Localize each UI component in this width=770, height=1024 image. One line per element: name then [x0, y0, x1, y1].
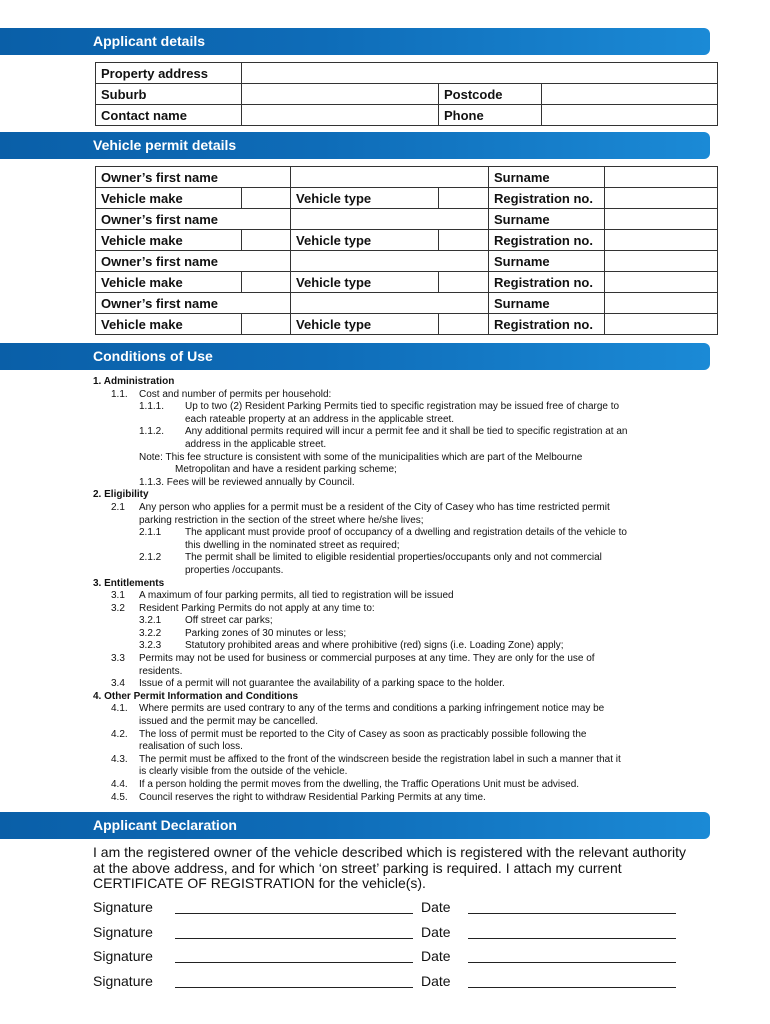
condition-text: 1. Administration [93, 376, 175, 387]
condition-number: 3.1 [111, 590, 125, 602]
registration-no-field[interactable] [605, 314, 718, 335]
condition-line [93, 678, 713, 691]
signature-line[interactable] [175, 987, 413, 988]
condition-line [93, 640, 713, 653]
condition-line [93, 703, 713, 716]
vehicle-make-label: Vehicle make [96, 272, 242, 293]
surname-field[interactable] [605, 209, 718, 230]
condition-text: A maximum of four parking permits, all tied to registration will be issued [139, 590, 454, 602]
contact-name-field[interactable] [242, 105, 439, 126]
condition-text: issued and the permit may be cancelled. [139, 716, 318, 728]
condition-text: properties /occupants. [185, 564, 284, 576]
vehicle-row [96, 188, 718, 209]
surname-label: Surname [489, 167, 605, 188]
condition-line [93, 565, 713, 578]
vehicle-permit-table [95, 166, 718, 335]
condition-text: Resident Parking Permits do not apply at any time to: [139, 602, 375, 614]
condition-number: 4.4. [111, 779, 128, 790]
signature-row [93, 948, 693, 968]
condition-line [93, 741, 713, 754]
vehicle-make-label: Vehicle make [96, 230, 242, 251]
surname-label: Surname [489, 251, 605, 272]
owner-first-name-label: Owner’s first name [96, 209, 291, 230]
phone-label: Phone [439, 105, 542, 126]
signature-label: Signature [93, 973, 153, 989]
signature-label: Signature [93, 948, 153, 964]
condition-number: 2.1.2 [139, 552, 162, 564]
registration-no-field[interactable] [605, 272, 718, 293]
vehicle-type-label: Vehicle type [291, 230, 439, 251]
postcode-field[interactable] [542, 84, 718, 105]
registration-no-field[interactable] [605, 188, 718, 209]
condition-text: Permits may not be used for business or commercial purposes at any time. They are only for the use of [139, 653, 595, 665]
owner-row [96, 167, 718, 188]
property-address-label: Property address [96, 63, 242, 84]
surname-field[interactable] [605, 167, 718, 188]
condition-text: Up to two (2) Resident Parking Permits tied to specific registration may be issued free of charge to [185, 401, 620, 413]
owner-first-name-field[interactable] [291, 293, 489, 314]
declaration-line-1: I am the registered owner of the vehicle described which is registered with the relevant authority [93, 844, 686, 860]
condition-line [93, 401, 713, 414]
signature-label: Signature [93, 899, 153, 915]
condition-line [93, 477, 713, 490]
vehicle-row [96, 230, 718, 251]
condition-line [93, 527, 713, 540]
condition-text: each rateable property at an address in the applicable street. [185, 413, 455, 425]
owner-first-name-field[interactable] [291, 167, 489, 188]
condition-line [93, 716, 713, 729]
condition-line [93, 766, 713, 779]
phone-field[interactable] [542, 105, 718, 126]
condition-heading [93, 691, 713, 704]
condition-number: 4.5. [111, 791, 128, 803]
applicant-details-title: Applicant details [93, 33, 206, 49]
vehicle-type-label: Vehicle type [291, 272, 439, 293]
condition-heading [93, 376, 713, 389]
owner-row [96, 251, 718, 272]
date-label: Date [421, 924, 451, 940]
condition-text: The permit must be affixed to the front of the windscreen beside the registration label in such a manner that it [139, 753, 621, 765]
condition-line [93, 426, 713, 439]
declaration-line-3: CERTIFICATE OF REGISTRATION for the vehicle(s). [93, 875, 426, 891]
condition-text: Where permits are used contrary to any of the terms and conditions a parking infringement notice may be [139, 703, 605, 715]
signature-line[interactable] [175, 938, 413, 939]
registration-no-label: Registration no. [489, 272, 605, 293]
condition-text: Metropolitan and have a resident parking scheme; [175, 464, 397, 476]
declaration-title: Applicant Declaration [93, 817, 237, 833]
owner-row [96, 293, 718, 314]
condition-text: Council reserves the right to withdraw Residential Parking Permits at any time. [139, 791, 486, 803]
condition-number: 3.2.3 [139, 640, 162, 652]
vehicle-type-label: Vehicle type [291, 188, 439, 209]
condition-line [93, 653, 713, 666]
condition-line [93, 729, 713, 742]
condition-line [93, 414, 713, 427]
registration-no-label: Registration no. [489, 314, 605, 335]
owner-first-name-label: Owner’s first name [96, 167, 291, 188]
date-line[interactable] [468, 987, 676, 988]
vehicle-make-label: Vehicle make [96, 314, 242, 335]
condition-text: Any person who applies for a permit must be a resident of the City of Casey who has time restricted permit [139, 501, 610, 513]
condition-line [93, 515, 713, 528]
condition-line [93, 439, 713, 452]
condition-text: Statutory prohibited areas and where prohibitive (red) signs (i.e. Loading Zone) apply; [185, 640, 564, 652]
postcode-label: Postcode [439, 84, 542, 105]
conditions-title: Conditions of Use [93, 348, 213, 364]
condition-number: 1.1. [111, 388, 128, 400]
registration-no-label: Registration no. [489, 230, 605, 251]
registration-no-label: Registration no. [489, 188, 605, 209]
declaration-line-2: at the above address, and for which ‘on street’ parking is required. I attach my current [93, 859, 622, 876]
vehicle-permit-header [0, 132, 710, 159]
conditions-header [0, 343, 710, 370]
vehicle-make-label: Vehicle make [96, 188, 242, 209]
condition-text: Cost and number of permits per household: [139, 388, 332, 400]
declaration-text [93, 845, 713, 892]
date-label: Date [421, 973, 451, 989]
signature-label: Signature [93, 924, 153, 940]
condition-line [93, 779, 713, 792]
date-line[interactable] [468, 962, 676, 963]
condition-text: address in the applicable street. [185, 438, 327, 450]
condition-heading [93, 578, 713, 591]
condition-line [93, 603, 713, 616]
vehicle-row [96, 314, 718, 335]
date-label: Date [421, 899, 451, 915]
signature-row [93, 973, 693, 993]
signature-row [93, 899, 693, 919]
applicant-details-header [0, 28, 710, 55]
condition-number: 1.1.1. [139, 401, 165, 413]
owner-row [96, 209, 718, 230]
condition-line [93, 615, 713, 628]
suburb-field[interactable] [242, 84, 439, 105]
contact-name-label: Contact name [96, 105, 242, 126]
condition-number: 2.1 [111, 501, 125, 513]
surname-label: Surname [489, 293, 605, 314]
condition-text: Parking zones of 30 minutes or less; [185, 627, 347, 639]
property-address-field[interactable] [242, 63, 718, 84]
condition-line [93, 590, 713, 603]
declaration-header [0, 812, 710, 839]
owner-first-name-field[interactable] [291, 251, 489, 272]
vehicle-type-label: Vehicle type [291, 314, 439, 335]
condition-line [93, 389, 713, 402]
date-line[interactable] [468, 913, 676, 914]
condition-number: 3.3 [111, 653, 125, 665]
surname-label: Surname [489, 209, 605, 230]
vehicle-make-field[interactable] [242, 314, 291, 335]
condition-line [93, 552, 713, 565]
condition-number: 1.1.2. [139, 426, 165, 438]
vehicle-row [96, 272, 718, 293]
signature-row [93, 924, 693, 944]
registration-no-field[interactable] [605, 230, 718, 251]
vehicle-type-field[interactable] [439, 188, 489, 209]
condition-text: residents. [139, 665, 183, 677]
condition-line [93, 666, 713, 679]
condition-line [93, 792, 713, 805]
condition-line [93, 628, 713, 641]
condition-text: Note: This fee structure is consistent with some of the municipalities which are part of the Melbourne [139, 451, 583, 463]
condition-text: parking restriction in the section of the street where he/she lives; [139, 514, 424, 526]
condition-number: 3.2 [111, 602, 125, 614]
condition-text: If a person holding the permit moves from the dwelling, the Traffic Operations Unit must be advised. [139, 779, 580, 790]
date-line[interactable] [468, 938, 676, 939]
surname-field[interactable] [605, 251, 718, 272]
condition-number: 3.4 [111, 678, 125, 690]
conditions-text [93, 376, 713, 804]
condition-line [93, 502, 713, 515]
owner-first-name-label: Owner’s first name [96, 293, 291, 314]
condition-text: 4. Other Permit Information and Conditions [93, 690, 299, 702]
suburb-label: Suburb [96, 84, 242, 105]
condition-text: is clearly visible from the outside of the vehicle. [139, 766, 348, 778]
vehicle-make-field[interactable] [242, 188, 291, 209]
vehicle-make-field[interactable] [242, 272, 291, 293]
vehicle-type-field[interactable] [439, 230, 489, 251]
owner-first-name-field[interactable] [291, 209, 489, 230]
applicant-details-table [95, 62, 718, 126]
condition-text: The permit shall be limited to eligible residential properties/occupants only and not commercial [185, 552, 602, 564]
date-label: Date [421, 948, 451, 964]
owner-first-name-label: Owner’s first name [96, 251, 291, 272]
condition-line [93, 754, 713, 767]
condition-text: The applicant must provide proof of occupancy of a dwelling and registration details of the vehicle to [185, 527, 627, 539]
condition-heading [93, 489, 713, 502]
condition-number: 3.2.1 [139, 615, 162, 627]
vehicle-type-field[interactable] [439, 314, 489, 335]
vehicle-permit-title: Vehicle permit details [93, 137, 237, 153]
condition-text: Off street car parks; [185, 615, 273, 627]
surname-field[interactable] [605, 293, 718, 314]
condition-text: Any additional permits required will incur a permit fee and it shall be tied to specific registration at an [185, 426, 628, 438]
condition-number: 3.2.2 [139, 627, 162, 639]
condition-text: Issue of a permit will not guarantee the availability of a parking space to the holder. [139, 678, 505, 690]
condition-text: 2. Eligibility [93, 489, 149, 501]
condition-line [93, 452, 713, 465]
condition-number: 4.1. [111, 703, 128, 715]
condition-text: 3. Entitlements [93, 577, 165, 589]
condition-number: 4.3. [111, 753, 128, 765]
condition-text: 1.1.3. Fees will be reviewed annually by Council. [139, 476, 355, 488]
vehicle-type-field[interactable] [439, 272, 489, 293]
signature-line[interactable] [175, 913, 413, 914]
condition-text: The loss of permit must be reported to the City of Casey as soon as practicably possible following the [139, 728, 587, 740]
condition-number: 4.2. [111, 728, 128, 740]
signature-line[interactable] [175, 962, 413, 963]
vehicle-make-field[interactable] [242, 230, 291, 251]
condition-line [93, 540, 713, 553]
condition-text: this dwelling in the nominated street as required; [185, 539, 400, 551]
condition-line [93, 464, 713, 477]
condition-text: realisation of such loss. [139, 741, 243, 753]
condition-number: 2.1.1 [139, 527, 162, 539]
